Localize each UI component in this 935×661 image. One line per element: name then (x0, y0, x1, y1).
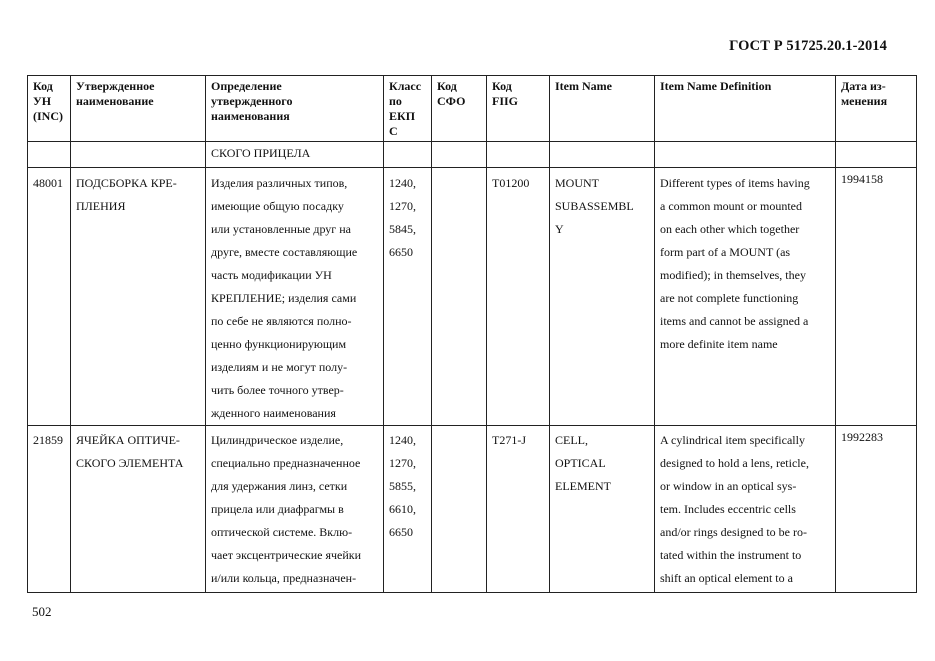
classification-table (27, 75, 917, 593)
header-approved-name: Утвержденное наименование (71, 76, 206, 142)
header-date: Дата из- менения (836, 76, 917, 142)
cell-name-ru: ЯЧЕЙКА ОПТИЧЕ- СКОГО ЭЛЕМЕНТА (71, 426, 206, 593)
cell-fiig: T01200 (487, 168, 550, 426)
cell-name-ru: ПОДСБОРКА КРЕ- ПЛЕНИЯ (71, 168, 206, 426)
table-header-row (28, 76, 917, 142)
cell-empty (836, 142, 917, 168)
cell-date: 1992283 (836, 426, 917, 593)
continuation-row (28, 142, 917, 168)
cell-sfo (432, 426, 487, 593)
cell-item-name: CELL, OPTICAL ELEMENT (550, 426, 655, 593)
cell-inc: 21859 (28, 426, 71, 593)
cell-class: 1240, 1270, 5845, 6650 (384, 168, 432, 426)
header-class: Класс по ЕКП С (384, 76, 432, 142)
cell-date: 1994158 (836, 168, 917, 426)
cell-empty (384, 142, 432, 168)
cell-class: 1240, 1270, 5855, 6610, 6650 (384, 426, 432, 593)
header-fiig: Код FIIG (487, 76, 550, 142)
header-item-name: Item Name (550, 76, 655, 142)
document-header: ГОСТ Р 51725.20.1-2014 (729, 38, 887, 54)
cell-fiig: T271-J (487, 426, 550, 593)
header-item-definition: Item Name Definition (655, 76, 836, 142)
cell-definition-ru: Изделия различных типов, имеющие общую посадку или установленные друг на друге, вместе составляющие часть модификации УН КРЕПЛЕНИЕ; изделия сами по себе не являются полно- ценно функционирующим изделиям и не могут полу- чить более точного утвер- жденного наименования (206, 168, 384, 426)
cell-definition-ru: Цилиндрическое изделие, специально предназначенное для удержания линз, сетки прицела или диафрагмы в оптической системе. Вклю- чает эксцентрические ячейки и/или кольца, предназначен- (206, 426, 384, 593)
cell-item-name: MOUNT SUBASSEMBL Y (550, 168, 655, 426)
cell-empty (28, 142, 71, 168)
header-sfo: Код СФО (432, 76, 487, 142)
cell-empty (550, 142, 655, 168)
table-row (28, 168, 917, 426)
cell-empty (71, 142, 206, 168)
cell-inc: 48001 (28, 168, 71, 426)
cell-sfo (432, 168, 487, 426)
cell-item-definition: A cylindrical item specifically designed to hold a lens, reticle, or window in an optical sys- tem. Includes eccentric cells and/or rings designed to be ro- tated within the instrument to shift an optical element to a (655, 426, 836, 593)
cell-item-definition: Different types of items having a common mount or mounted on each other which together form part of a MOUNT (as modified); in themselves, they are not complete functioning items and cannot be assigned a more definite item name (655, 168, 836, 426)
header-definition: Определение утвержденного наименования (206, 76, 384, 142)
table-row (28, 426, 917, 593)
continuation-definition: СКОГО ПРИЦЕЛА (206, 142, 384, 168)
page-number: 502 (32, 604, 52, 619)
cell-empty (487, 142, 550, 168)
cell-empty (432, 142, 487, 168)
header-inc: Код УН (INC) (28, 76, 71, 142)
cell-empty (655, 142, 836, 168)
